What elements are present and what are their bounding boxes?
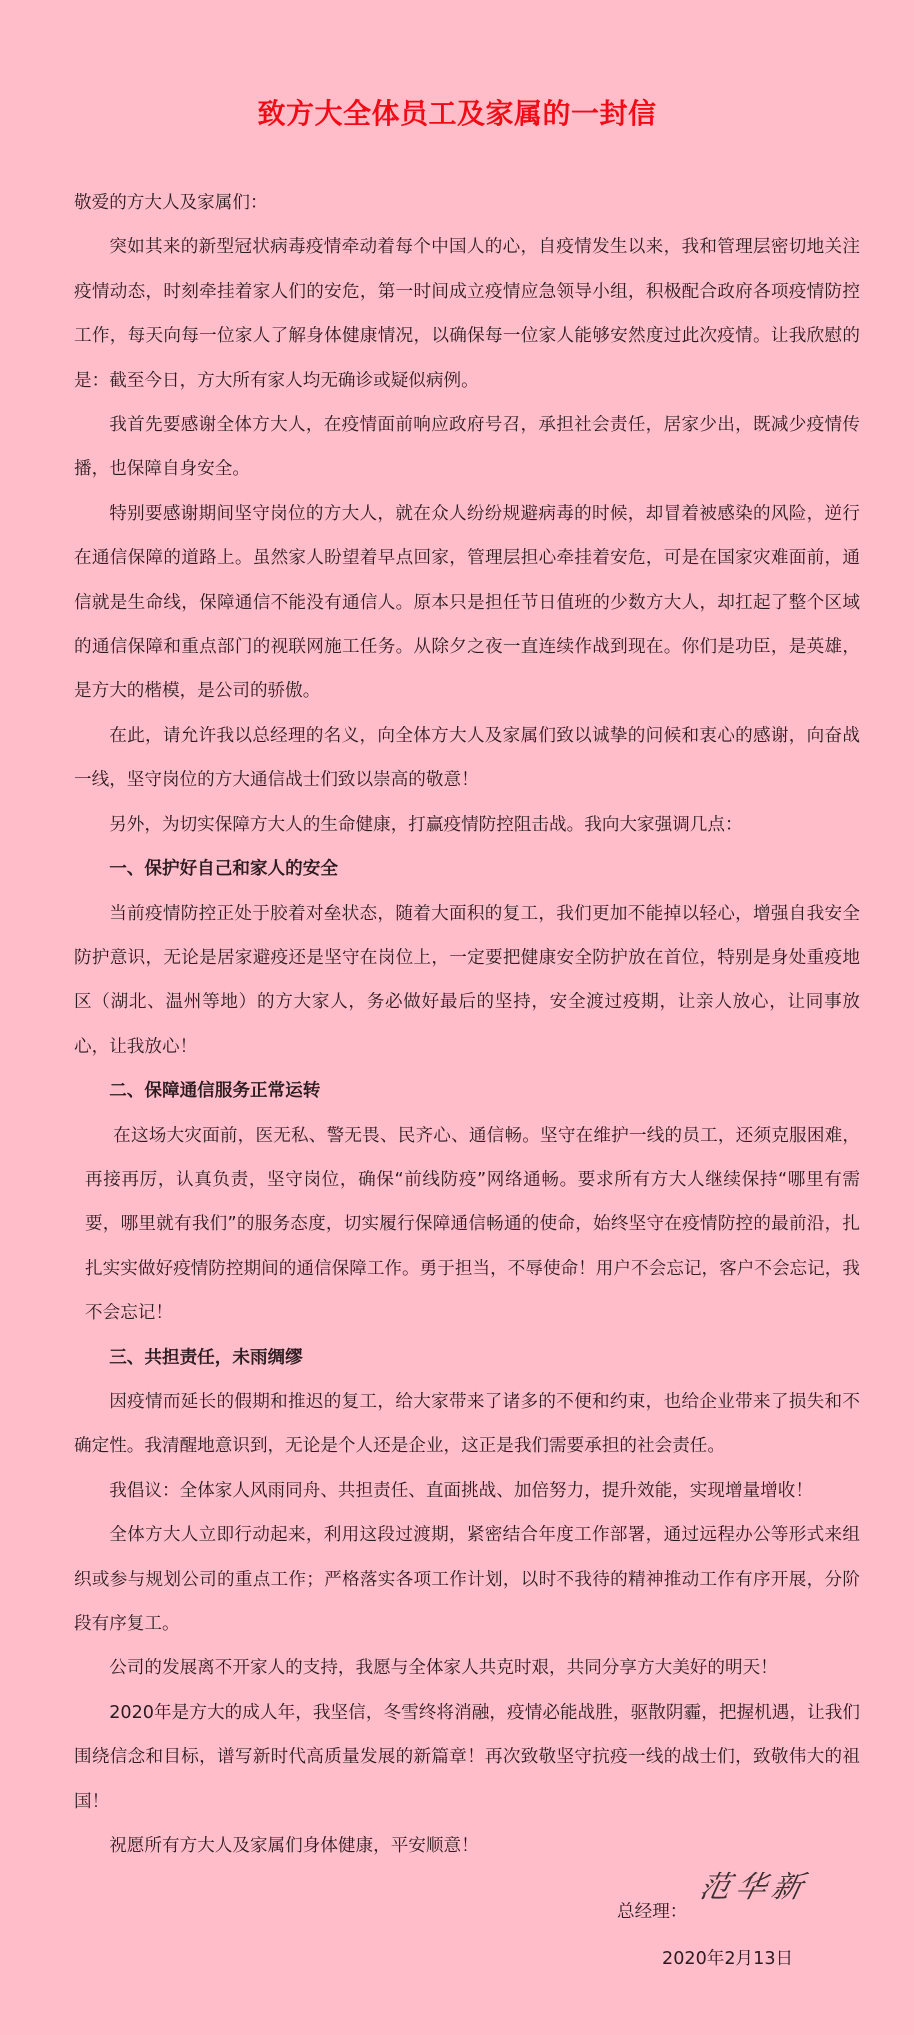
paragraph: 当前疫情防控正处于胶着对垒状态，随着大面积的复工，我们更加不能掉以轻心，增强自我安全防护意识，无论是居家避疫还是坚守在岗位上，一定要把健康安全防护放在首位，特别是身处重疫地区（湖北、温州等地）的方大家人，务必做好最后的坚持，安全渡过疫期，让亲人放心，让同事放心，让我放心！ <box>74 903 860 1057</box>
paragraph: 我倡议：全体家人风雨同舟、共担责任、直面挑战、加倍努力，提升效能，实现增量增收！ <box>109 1480 813 1501</box>
greeting: 敬爱的方大人及家属们： <box>74 193 268 213</box>
section-heading-3: 三、共担责任，未雨绸缪 <box>109 1347 303 1368</box>
signer-title: 总经理： <box>617 1902 688 1922</box>
letter-body <box>74 181 860 1868</box>
paragraph: 我首先要感谢全体方大人，在疫情面前响应政府号召，承担社会责任，居家少出，既减少疫情传播，也保障自身安全。 <box>74 415 860 480</box>
page-title: 致方大全体员工及家属的一封信 <box>257 97 657 130</box>
paragraph: 祝愿所有方大人及家属们身体健康，平安顺意！ <box>109 1836 479 1857</box>
paragraph: 突如其来的新型冠状病毒疫情牵动着每个中国人的心，自疫情发生以来，我和管理层密切地关注疫情动态，时刻牵挂着家人们的安危，第一时间成立疫情应急领导小组，积极配合政府各项疫情防控工作，每天向每一位家人了解身体健康情况，以确保每一位家人能够安然度过此次疫情。让我欣慰的是：截至今日，方大所有家人均无确诊或疑似病例。 <box>74 237 860 391</box>
paragraph: 在此，请允许我以总经理的名义，向全体方大人及家属们致以诚挚的问候和衷心的感谢，向奋战一线，坚守岗位的方大通信战士们致以崇高的敬意！ <box>74 725 860 791</box>
section-heading-1: 一、保护好自己和家人的安全 <box>109 859 338 880</box>
section-heading-2: 二、保障通信服务正常运转 <box>109 1081 321 1102</box>
paragraph: 特别要感谢期间坚守岗位的方大人，就在众人纷纷规避病毒的时候，却冒着被感染的风险，逆行在通信保障的道路上。虽然家人盼望着早点回家，管理层担心牵挂着安危，可是在国家灾难面前，通信就是生命线，保障通信不能没有通信人。原本只是担任节日值班的少数方大人，却扛起了整个区域的通信保障和重点部门的视联网施工任务。从除夕之夜一直连续作战到现在。你们是功臣，是英雄，是方大的楷模，是公司的骄傲。 <box>74 503 860 702</box>
paragraph: 另外，为切实保障方大人的生命健康，打赢疫情防控阻击战。我向大家强调几点： <box>109 814 743 835</box>
paragraph: 在这场大灾面前，医无私、警无畏、民齐心、通信畅。坚守在维护一线的员工，还须克服困难，再接再厉，认真负责，坚守岗位，确保“前线防疫”网络通畅。要求所有方大人继续保持“哪里有需要，哪里就有我们”的服务态度，切实履行保障通信畅通的使命，始终坚守在疫情防控的最前沿，扎扎实实做好疫情防控期间的通信保障工作。勇于担当，不辱使命！用户不会忘记，客户不会忘记，我不会忘记！ <box>85 1125 860 1324</box>
letter-date: 2020年2月13日 <box>662 1949 794 1969</box>
paragraph: 公司的发展离不开家人的支持，我愿与全体家人共克时艰，共同分享方大美好的明天！ <box>109 1658 778 1679</box>
paragraph: 全体方大人立即行动起来，利用这段过渡期，紧密结合年度工作部署，通过远程办公等形式来组织或参与规划公司的重点工作；严格落实各项工作计划，以时不我待的精神推动工作有序开展，分阶段有序复工。 <box>74 1525 860 1634</box>
paragraph: 因疫情而延长的假期和推迟的复工，给大家带来了诸多的不便和约束，也给企业带来了损失和不确定性。我清醒地意识到，无论是个人还是企业，这正是我们需要承担的社会责任。 <box>74 1391 860 1457</box>
paragraph: 2020年是方大的成人年，我坚信，冬雪终将消融，疫情必能战胜，驱散阴霾，把握机遇，让我们围绕信念和目标，谱写新时代高质量发展的新篇章！再次致敬坚守抗疫一线的战士们，致敬伟大的祖国！ <box>74 1702 860 1812</box>
handwritten-signature: 范华新 <box>696 1870 812 1905</box>
